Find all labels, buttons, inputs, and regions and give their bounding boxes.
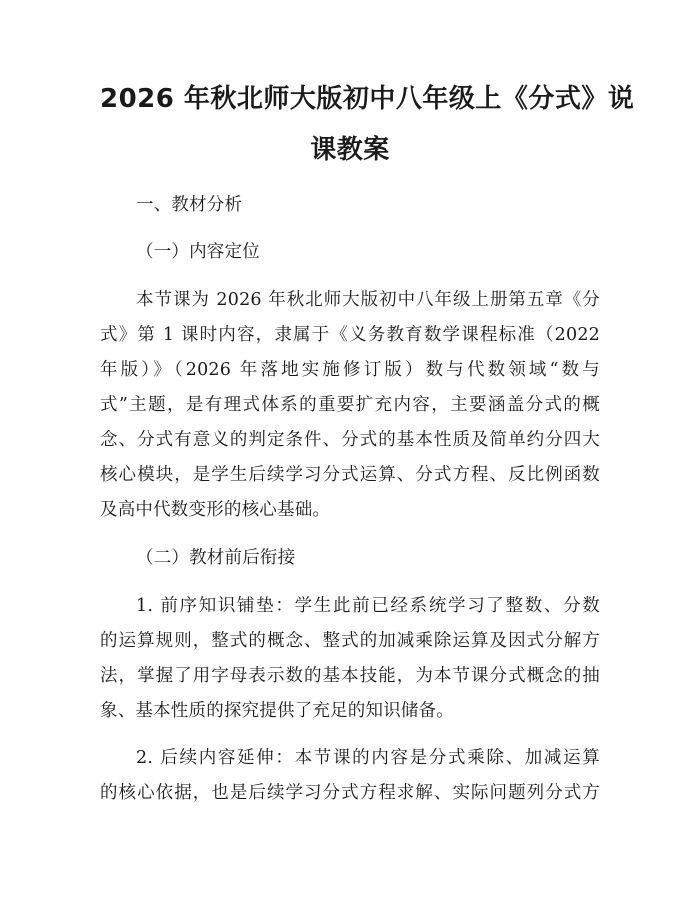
subsection-heading-textbook-connection: （二）教材前后衔接 — [136, 548, 296, 568]
paragraph-line: 核心模块，是学生后续学习分式运算、分式方程、反比例函数 — [100, 465, 600, 485]
paragraph-line: 年版）》（2026 年落地实施修订版）数与代数领域“数与 — [100, 360, 600, 380]
document-title-line-1: 2026 年秋北师大版初中八年级上《分式》说 — [100, 84, 635, 114]
section-heading-textbook-analysis: 一、教材分析 — [136, 195, 243, 215]
document-title-line-2: 课教案 — [310, 135, 390, 165]
paragraph-line: 的运算规则，整式的概念、整式的加减乘除运算及因式分解方 — [100, 631, 600, 651]
subsection-heading-content-positioning: （一）内容定位 — [136, 242, 260, 262]
paragraph-line: 本节课为 2026 年秋北师大版初中八年级上册第五章《分 — [136, 290, 600, 310]
paragraph-line: 及高中代数变形的核心基础。 — [100, 500, 331, 520]
paragraph-line: 的核心依据，也是后续学习分式方程求解、实际问题列分式方 — [100, 783, 600, 803]
paragraph-line: 念、分式有意义的判定条件、分式的基本性质及简单约分四大 — [100, 430, 600, 450]
paragraph-line: 1. 前序知识铺垫：学生此前已经系统学习了整数、分数 — [136, 596, 600, 616]
paragraph-line: 2. 后续内容延伸：本节课的内容是分式乘除、加减运算 — [136, 748, 600, 768]
paragraph-line: 式》第 1 课时内容，隶属于《义务教育数学课程标准（2022 — [100, 325, 600, 345]
paragraph-line: 法，掌握了用字母表示数的基本技能，为本节课分式概念的抽 — [100, 666, 600, 686]
paragraph-line: 象、基本性质的探究提供了充足的知识储备。 — [100, 701, 454, 721]
paragraph-line: 式”主题，是有理式体系的重要扩充内容，主要涵盖分式的概 — [100, 395, 600, 415]
